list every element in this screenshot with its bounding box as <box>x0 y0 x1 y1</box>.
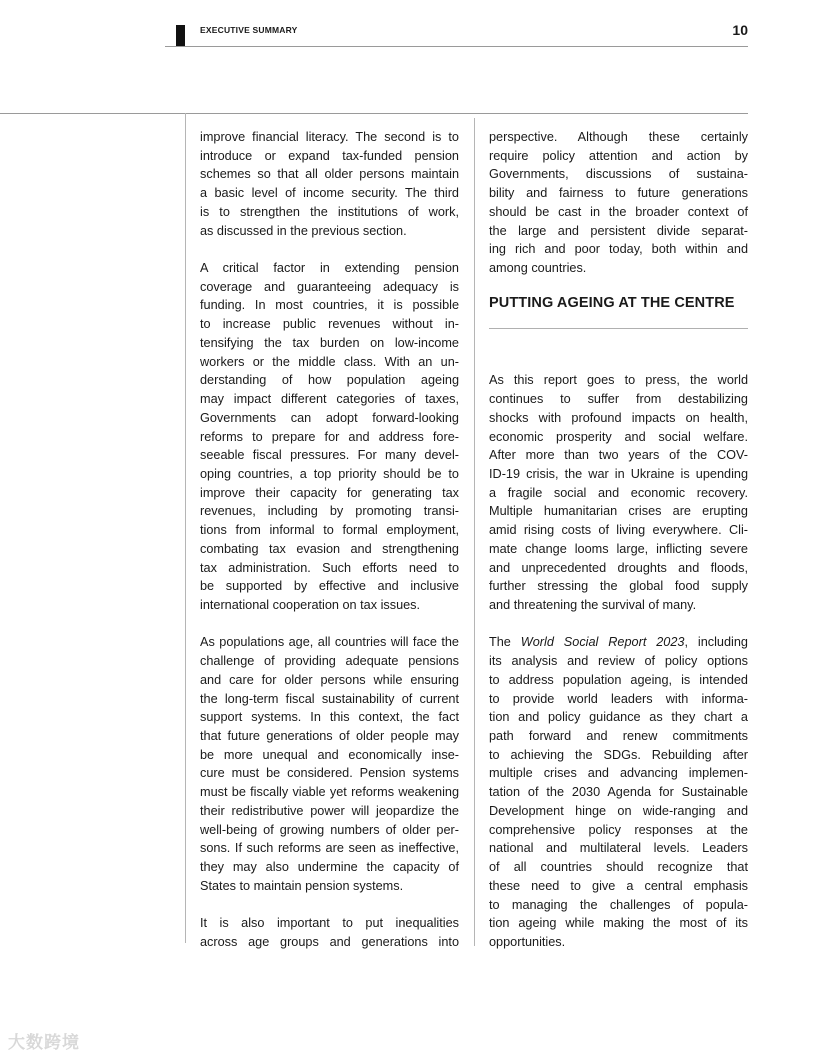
text-line: to achieving the SDGs. Rebuilding after <box>489 747 748 762</box>
text-line: ID-19 crisis, the war in Ukraine is upending <box>489 466 748 481</box>
text-line: economic prosperity and social welfare. <box>489 429 748 444</box>
text-segment: , including <box>684 635 748 650</box>
text-line: tion ageing while making the most of its <box>489 916 748 931</box>
text-line: As this report goes to press, the world <box>489 373 748 388</box>
text-line: that future generations of older people may <box>200 729 459 744</box>
text-line: amid rising costs of living everywhere. Cli- <box>489 523 748 538</box>
text-line: tensifying the tax burden on low-income <box>200 335 459 350</box>
text-line: be more unequal and economically inse- <box>200 747 459 762</box>
text-line: shocks with profound impacts on health, <box>489 410 748 425</box>
text-line: national and multilateral levels. Leaders <box>489 841 748 856</box>
section-heading: PUTTING AGEING AT THE CENTRE <box>489 295 735 311</box>
text-line: they may also undermine the capacity of <box>200 860 459 875</box>
text-line: among countries. <box>489 261 587 276</box>
report-title: World Social Report 2023 <box>520 635 685 650</box>
text-line: Multiple humanitarian crises are erupting <box>489 504 748 519</box>
text-line: Governments, discussions of sustaina- <box>489 167 748 182</box>
text-line: ing rich and poor today, both within and <box>489 242 748 257</box>
text-line: the long-term fiscal sustainability of current <box>200 691 459 706</box>
watermark-logo: 大数跨境 <box>8 1033 80 1052</box>
text-line: combating tax evasion and strengthening <box>200 541 459 556</box>
section-marker <box>176 25 185 46</box>
running-header: EXECUTIVE SUMMARY <box>200 25 298 35</box>
text-line: to managing the challenges of popula- <box>489 897 748 912</box>
text-line: After more than two years of the COV- <box>489 448 748 463</box>
text-line: international cooperation on tax issues. <box>200 598 421 612</box>
text-line: comprehensive policy responses at the <box>489 822 748 837</box>
text-line: to increase public revenues without in- <box>200 317 459 332</box>
text-line: a fragile social and economic recovery. <box>489 485 748 500</box>
text-line: these need to give a central emphasis <box>489 878 748 893</box>
header-rule <box>165 46 748 47</box>
text-line: be supported by effective and inclusive <box>200 579 459 594</box>
text-line: States to maintain pension systems. <box>200 878 404 893</box>
text-line: as discussed in the previous section. <box>200 223 407 238</box>
text-line: of all countries should recognize that <box>489 860 748 875</box>
text-line: derstanding of how population ageing <box>200 373 459 388</box>
page-number: 10 <box>732 22 748 38</box>
text-line: reforms to prepare for and address fore- <box>200 429 459 444</box>
text-line: to address population ageing, is intended <box>489 672 748 687</box>
text-line: tion and policy guidance as they chart a <box>489 710 748 725</box>
text-line: tions from informal to formal employment, <box>200 523 459 538</box>
heading-rule <box>489 328 748 329</box>
text-line: and unprecedented droughts and floods, <box>489 560 748 575</box>
text-line: require policy attention and action by <box>489 148 748 163</box>
text-line: perspective. Although these certainly <box>489 130 748 144</box>
text-line: a basic level of income security. The third <box>200 186 459 201</box>
text-line: path forward and renew commitments <box>489 729 748 744</box>
text-line: tation of the 2030 Agenda for Sustainable <box>489 785 748 800</box>
text-line: coverage and guaranteeing adequacy is <box>200 279 459 294</box>
text-line: funding. In most countries, it is possible <box>200 298 459 313</box>
top-rule <box>0 113 748 114</box>
text-line: sons. If such reforms are seen as ineffective, <box>200 841 459 856</box>
text-line: the large and persistent divide separat- <box>489 223 748 238</box>
text-line: its analysis and review of policy options <box>489 654 748 669</box>
text-line: their redistributive power will jeopardize the <box>200 803 459 818</box>
text-line: oping countries, a top priority should be to <box>200 466 459 481</box>
text-line: As populations age, all countries will face the <box>200 635 459 650</box>
text-line: workers or the middle class. With an un- <box>200 354 459 369</box>
text-line: bility and fairness to future generations <box>489 186 748 201</box>
text-line: Governments can adopt forward-looking <box>200 410 459 425</box>
text-line: support systems. In this context, the fact <box>200 710 459 725</box>
text-line: continues to suffer from destabilizing <box>489 392 748 407</box>
text-line: to provide world leaders with informa- <box>489 691 748 706</box>
text-line: cure must be considered. Pension systems <box>200 766 459 781</box>
text-line: across age groups and generations into <box>200 934 459 949</box>
text-line: improve their capacity for generating tax <box>200 485 459 500</box>
text-segment: The <box>489 635 521 650</box>
text-line: tax administration. Such efforts need to <box>200 560 459 575</box>
text-line: should be cast in the broader context of <box>489 204 748 219</box>
text-line: challenge of providing adequate pensions <box>200 654 459 669</box>
text-line: and threatening the survival of many. <box>489 598 697 612</box>
text-line: Development hinge on wide-ranging and <box>489 803 748 818</box>
text-line: introduce or expand tax-funded pension <box>200 148 459 163</box>
text-line: revenues, including by promoting transi- <box>200 504 459 519</box>
column-divider <box>474 118 475 946</box>
text-line: mate change looms large, inflicting severe <box>489 541 748 556</box>
text-line <box>489 634 748 650</box>
text-line: must be fiscally viable yet reforms weakening <box>200 785 459 800</box>
text-line: A critical factor in extending pension <box>200 261 459 276</box>
text-line: multiple crises and advancing implemen- <box>489 766 748 781</box>
text-line: is to strengthen the institutions of work, <box>200 204 459 219</box>
text-line: well-being of growing numbers of older per- <box>200 822 459 837</box>
text-line: further stressing the global food supply <box>489 579 748 594</box>
text-line: schemes so that all older persons maintain <box>200 167 459 182</box>
text-line: may impact different categories of taxes, <box>200 392 459 407</box>
left-margin-rule <box>185 113 186 943</box>
text-line: seeable fiscal pressures. For many devel- <box>200 448 459 463</box>
text-line: and care for older persons while ensuring <box>200 672 459 687</box>
text-line: It is also important to put inequalities <box>200 916 459 931</box>
text-line: improve financial literacy. The second is to <box>200 130 459 144</box>
text-line: opportunities. <box>489 934 566 949</box>
